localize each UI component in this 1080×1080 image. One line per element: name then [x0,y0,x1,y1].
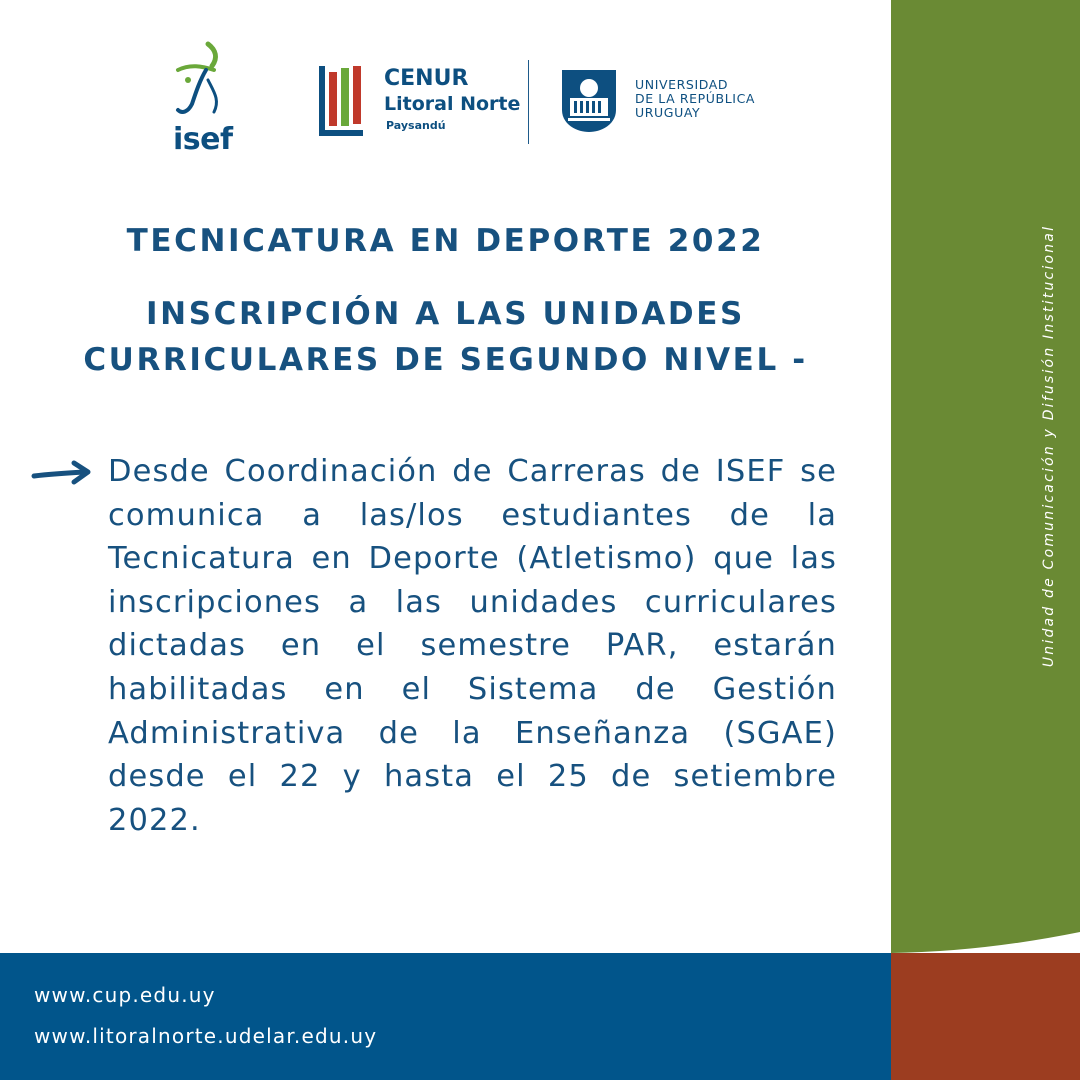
cenur-subtitle: Litoral Norte [384,93,521,115]
side-vertical-label: Unidad de Comunicación y Difusión Institucional [1041,224,1057,668]
cenur-title: CENUR [384,66,469,91]
udelar-seal-icon [560,68,618,134]
udelar-line2: DE LA REPÚBLICA [635,91,756,106]
page-subtitle [0,291,891,383]
footer-link-litoralnorte[interactable]: www.litoralnorte.udelar.edu.uy [34,1024,378,1048]
udelar-line1: UNIVERSIDAD [635,77,729,92]
footer [0,953,891,1080]
footer-link-cup[interactable]: www.cup.edu.uy [34,983,216,1007]
announcement-body: Desde Coordinación de Carreras de ISEF se comunica a las/los estudiantes de la Tecnicatura en Deporte (Atletismo) que las inscripciones a las unidades curriculares dictadas en el semestre PAR, estarán habilitadas en el Sistema de Gestión Administrativa de la Enseñanza (SGAE) desde el 22 y hasta el 25 de setiembre 2022. [108,454,837,838]
isef-logo-text: isef [173,122,233,157]
subtitle-line-1: INSCRIPCIÓN A LAS UNIDADES [146,296,745,332]
side-brown-panel [891,953,1080,1080]
udelar-line3: URUGUAY [635,105,701,120]
page-title: TECNICATURA EN DEPORTE 2022 [126,223,765,259]
cenur-city: Paysandú [386,119,446,132]
subtitle-line-2: CURRICULARES DE SEGUNDO NIVEL - [83,342,808,378]
udelar-name [635,78,755,120]
right-arrow-icon [30,460,94,486]
cenur-icon [317,64,367,138]
logo-divider [528,60,529,144]
